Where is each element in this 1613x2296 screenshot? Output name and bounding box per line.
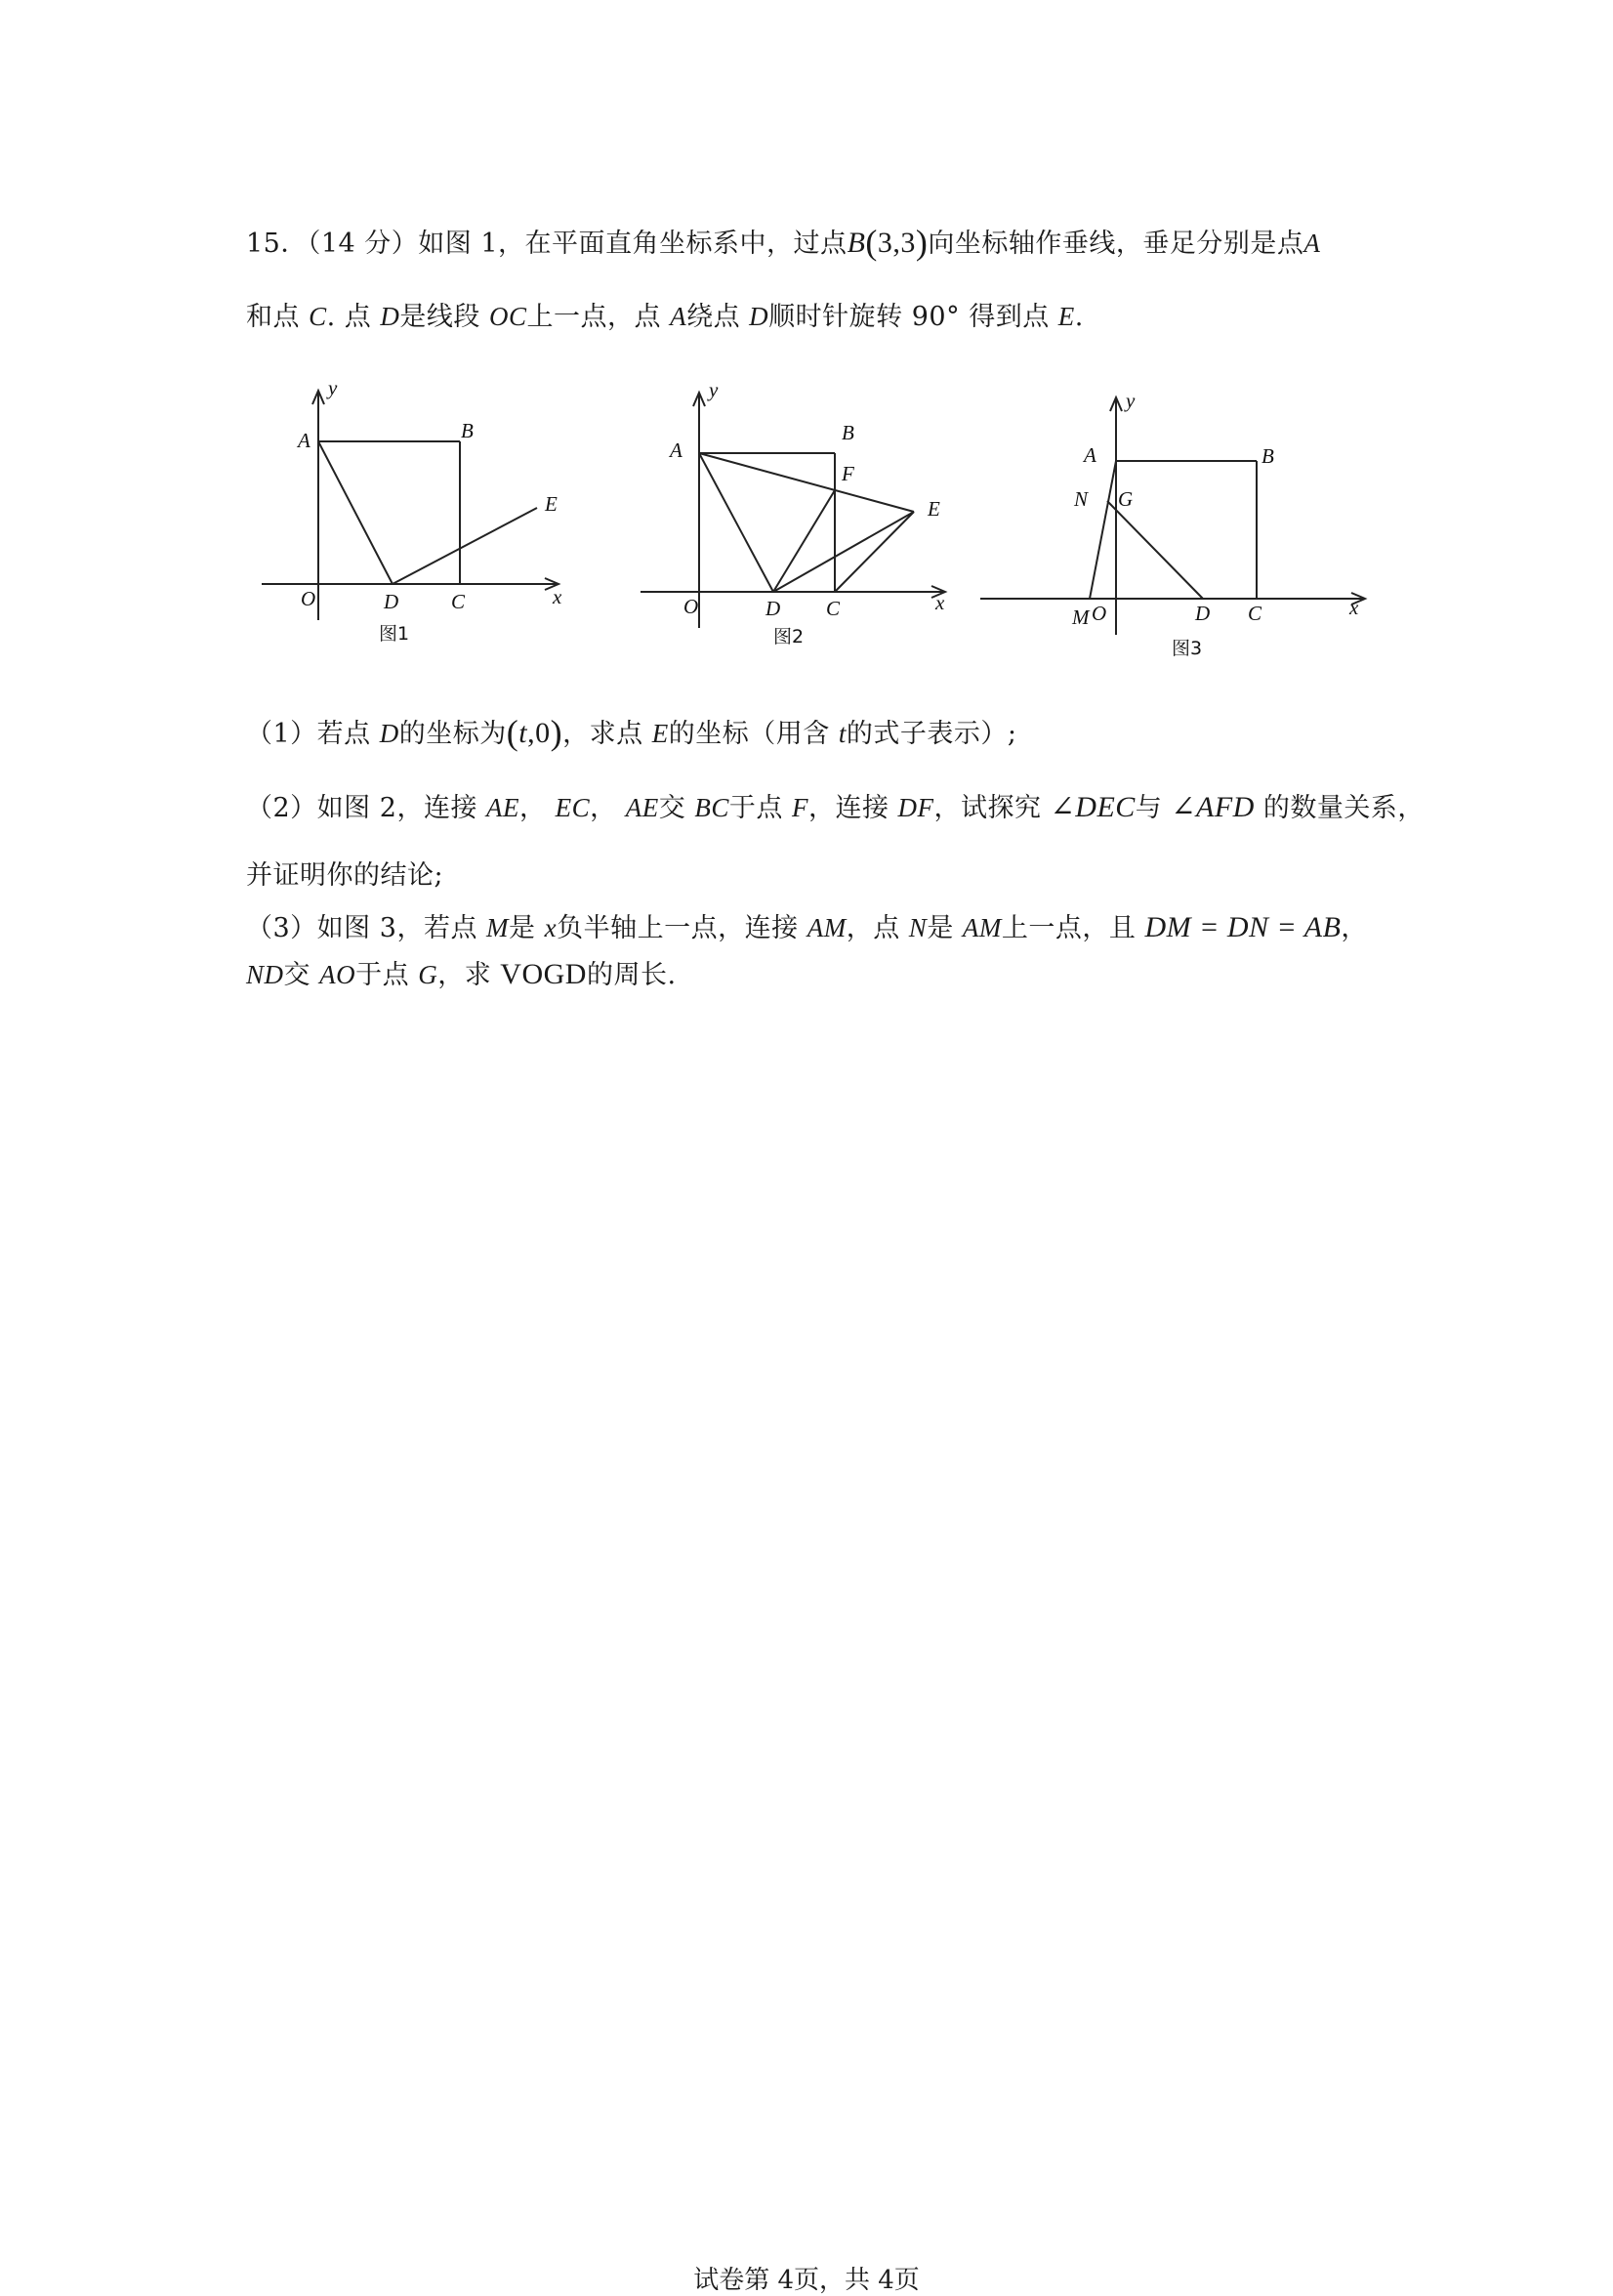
var-t: t	[518, 717, 528, 749]
segment-df: DF	[897, 793, 934, 822]
text: ，	[519, 793, 547, 823]
point-b: B	[847, 227, 866, 259]
label-x: x	[553, 585, 562, 608]
label-c: C	[1248, 602, 1262, 625]
paren-close: )	[550, 713, 563, 752]
question-3-line-2	[246, 953, 677, 991]
text: ，连接	[807, 793, 889, 823]
segment-am: AM	[962, 913, 1002, 942]
label-b: B	[461, 419, 474, 442]
figure-1	[254, 371, 576, 654]
text: 交	[658, 793, 686, 823]
label-x: x	[935, 591, 945, 614]
text: 的坐标为	[398, 719, 507, 749]
label-y: y	[328, 376, 338, 399]
segment-ae: AE	[625, 793, 659, 822]
figure-2-svg	[635, 379, 957, 662]
label-y: y	[709, 378, 719, 401]
text: （3）如图 3，若点	[246, 913, 477, 943]
segment-nd: ND	[246, 960, 284, 989]
text: 与	[1135, 793, 1163, 823]
var-t: t	[838, 719, 847, 748]
label-e: E	[928, 497, 940, 521]
segment-nd	[1107, 501, 1203, 599]
text: 和点	[246, 302, 300, 332]
question-2-line-1	[246, 786, 1425, 824]
coords: 3,3	[877, 227, 916, 259]
label-m: M	[1072, 605, 1090, 629]
point-f: F	[791, 793, 808, 822]
segment-am: AM	[806, 913, 847, 942]
point-g: G	[418, 960, 438, 989]
coord: ,0	[527, 717, 551, 749]
segment-ec: EC	[555, 793, 591, 822]
caption-fig3: 图3	[1172, 638, 1203, 659]
text: 的周长.	[586, 960, 677, 990]
angle-dec: ∠DEC	[1050, 791, 1136, 823]
text: 是	[927, 913, 954, 943]
segment-am	[1090, 461, 1116, 599]
question-2-line-2	[246, 854, 443, 892]
label-a: A	[298, 429, 310, 452]
text: 是线段	[399, 302, 480, 332]
text: 于点	[355, 960, 410, 990]
equation: DM = DN = AB	[1144, 911, 1342, 943]
text: 于点	[728, 793, 783, 823]
point-e: E	[651, 719, 669, 748]
segment-ad	[699, 453, 773, 592]
point-e: E	[1057, 302, 1075, 331]
label-g: G	[1118, 487, 1134, 511]
point-a: A	[670, 302, 687, 331]
text: 并证明你的结论;	[246, 860, 444, 891]
label-a: A	[670, 438, 682, 462]
text: 的式子表示）;	[846, 719, 1017, 749]
text: ，点	[846, 913, 900, 943]
text: 顺时针旋转 90° 得到点	[768, 302, 1050, 332]
point-d: D	[380, 302, 400, 331]
figure-1-svg	[254, 371, 576, 654]
var-x: x	[544, 913, 558, 942]
segment-ad	[318, 441, 393, 584]
figure-3	[976, 386, 1377, 669]
text: 的坐标（用含	[668, 719, 830, 749]
label-a: A	[1084, 443, 1096, 467]
segment-ae	[699, 453, 914, 512]
question-3-line-1	[246, 906, 1368, 944]
label-c: C	[451, 590, 466, 613]
angle-afd: ∠AFD	[1171, 791, 1255, 823]
text: （2）如图 2，连接	[246, 793, 477, 823]
text: 的数量关系，	[1262, 793, 1425, 823]
text: 15．（14 分）如图 1，在平面直角坐标系中，过点	[246, 229, 848, 259]
label-d: D	[384, 590, 399, 613]
caption-fig2: 图2	[773, 626, 805, 647]
label-c: C	[826, 597, 841, 620]
label-d: D	[1195, 602, 1211, 625]
paren-open: (	[506, 713, 519, 752]
question-1	[246, 710, 1016, 751]
point-c: C	[309, 302, 327, 331]
label-x: x	[1349, 596, 1359, 619]
problem-line-1	[246, 220, 1320, 261]
text: ，	[590, 793, 617, 823]
segment-de	[773, 512, 914, 592]
text: ，试探究	[933, 793, 1042, 823]
text: 向坐标轴作垂线，垂足分别是点	[928, 229, 1304, 259]
text: ，求	[437, 960, 492, 990]
figure-3-svg	[976, 386, 1377, 669]
figure-2	[635, 379, 957, 662]
label-o: O	[301, 587, 316, 610]
segment-bc: BC	[694, 793, 729, 822]
point-n: N	[908, 913, 928, 942]
text: 上一点，点	[526, 302, 661, 332]
segment-de	[393, 508, 537, 584]
point-a: A	[1303, 229, 1321, 258]
text: 负半轴上一点，连接	[557, 913, 799, 943]
text: ，求点	[562, 719, 643, 749]
label-b: B	[1261, 444, 1274, 468]
label-o: O	[1092, 602, 1107, 625]
triangle-ogd: VOGD	[500, 958, 587, 990]
text: .	[1074, 302, 1084, 332]
text: ，	[1341, 913, 1368, 943]
label-d: D	[765, 597, 781, 620]
page-footer: 试卷第 4页，共 4页	[693, 2266, 920, 2295]
label-o: O	[683, 595, 699, 618]
segment-ec	[835, 512, 914, 592]
text: 交	[283, 960, 311, 990]
paren-open: (	[865, 223, 878, 262]
point-d: D	[379, 719, 399, 748]
text: . 点	[326, 302, 372, 332]
caption-fig1: 图1	[379, 623, 410, 645]
segment-oc: OC	[488, 302, 527, 331]
problem-line-2	[246, 295, 1084, 333]
segment-df	[773, 490, 835, 592]
segment-ao: AO	[319, 960, 356, 989]
point-m: M	[486, 913, 510, 942]
label-e: E	[545, 492, 558, 516]
label-f: F	[842, 462, 854, 485]
point-d: D	[749, 302, 769, 331]
paren-close: )	[915, 223, 929, 262]
text: 是	[509, 913, 536, 943]
label-y: y	[1126, 389, 1136, 412]
segment-ae: AE	[486, 793, 520, 822]
text: （1）若点	[246, 719, 371, 749]
text: 绕点	[686, 302, 741, 332]
label-n: N	[1074, 487, 1089, 511]
label-b: B	[842, 421, 854, 444]
text: 上一点，且	[1001, 913, 1137, 943]
